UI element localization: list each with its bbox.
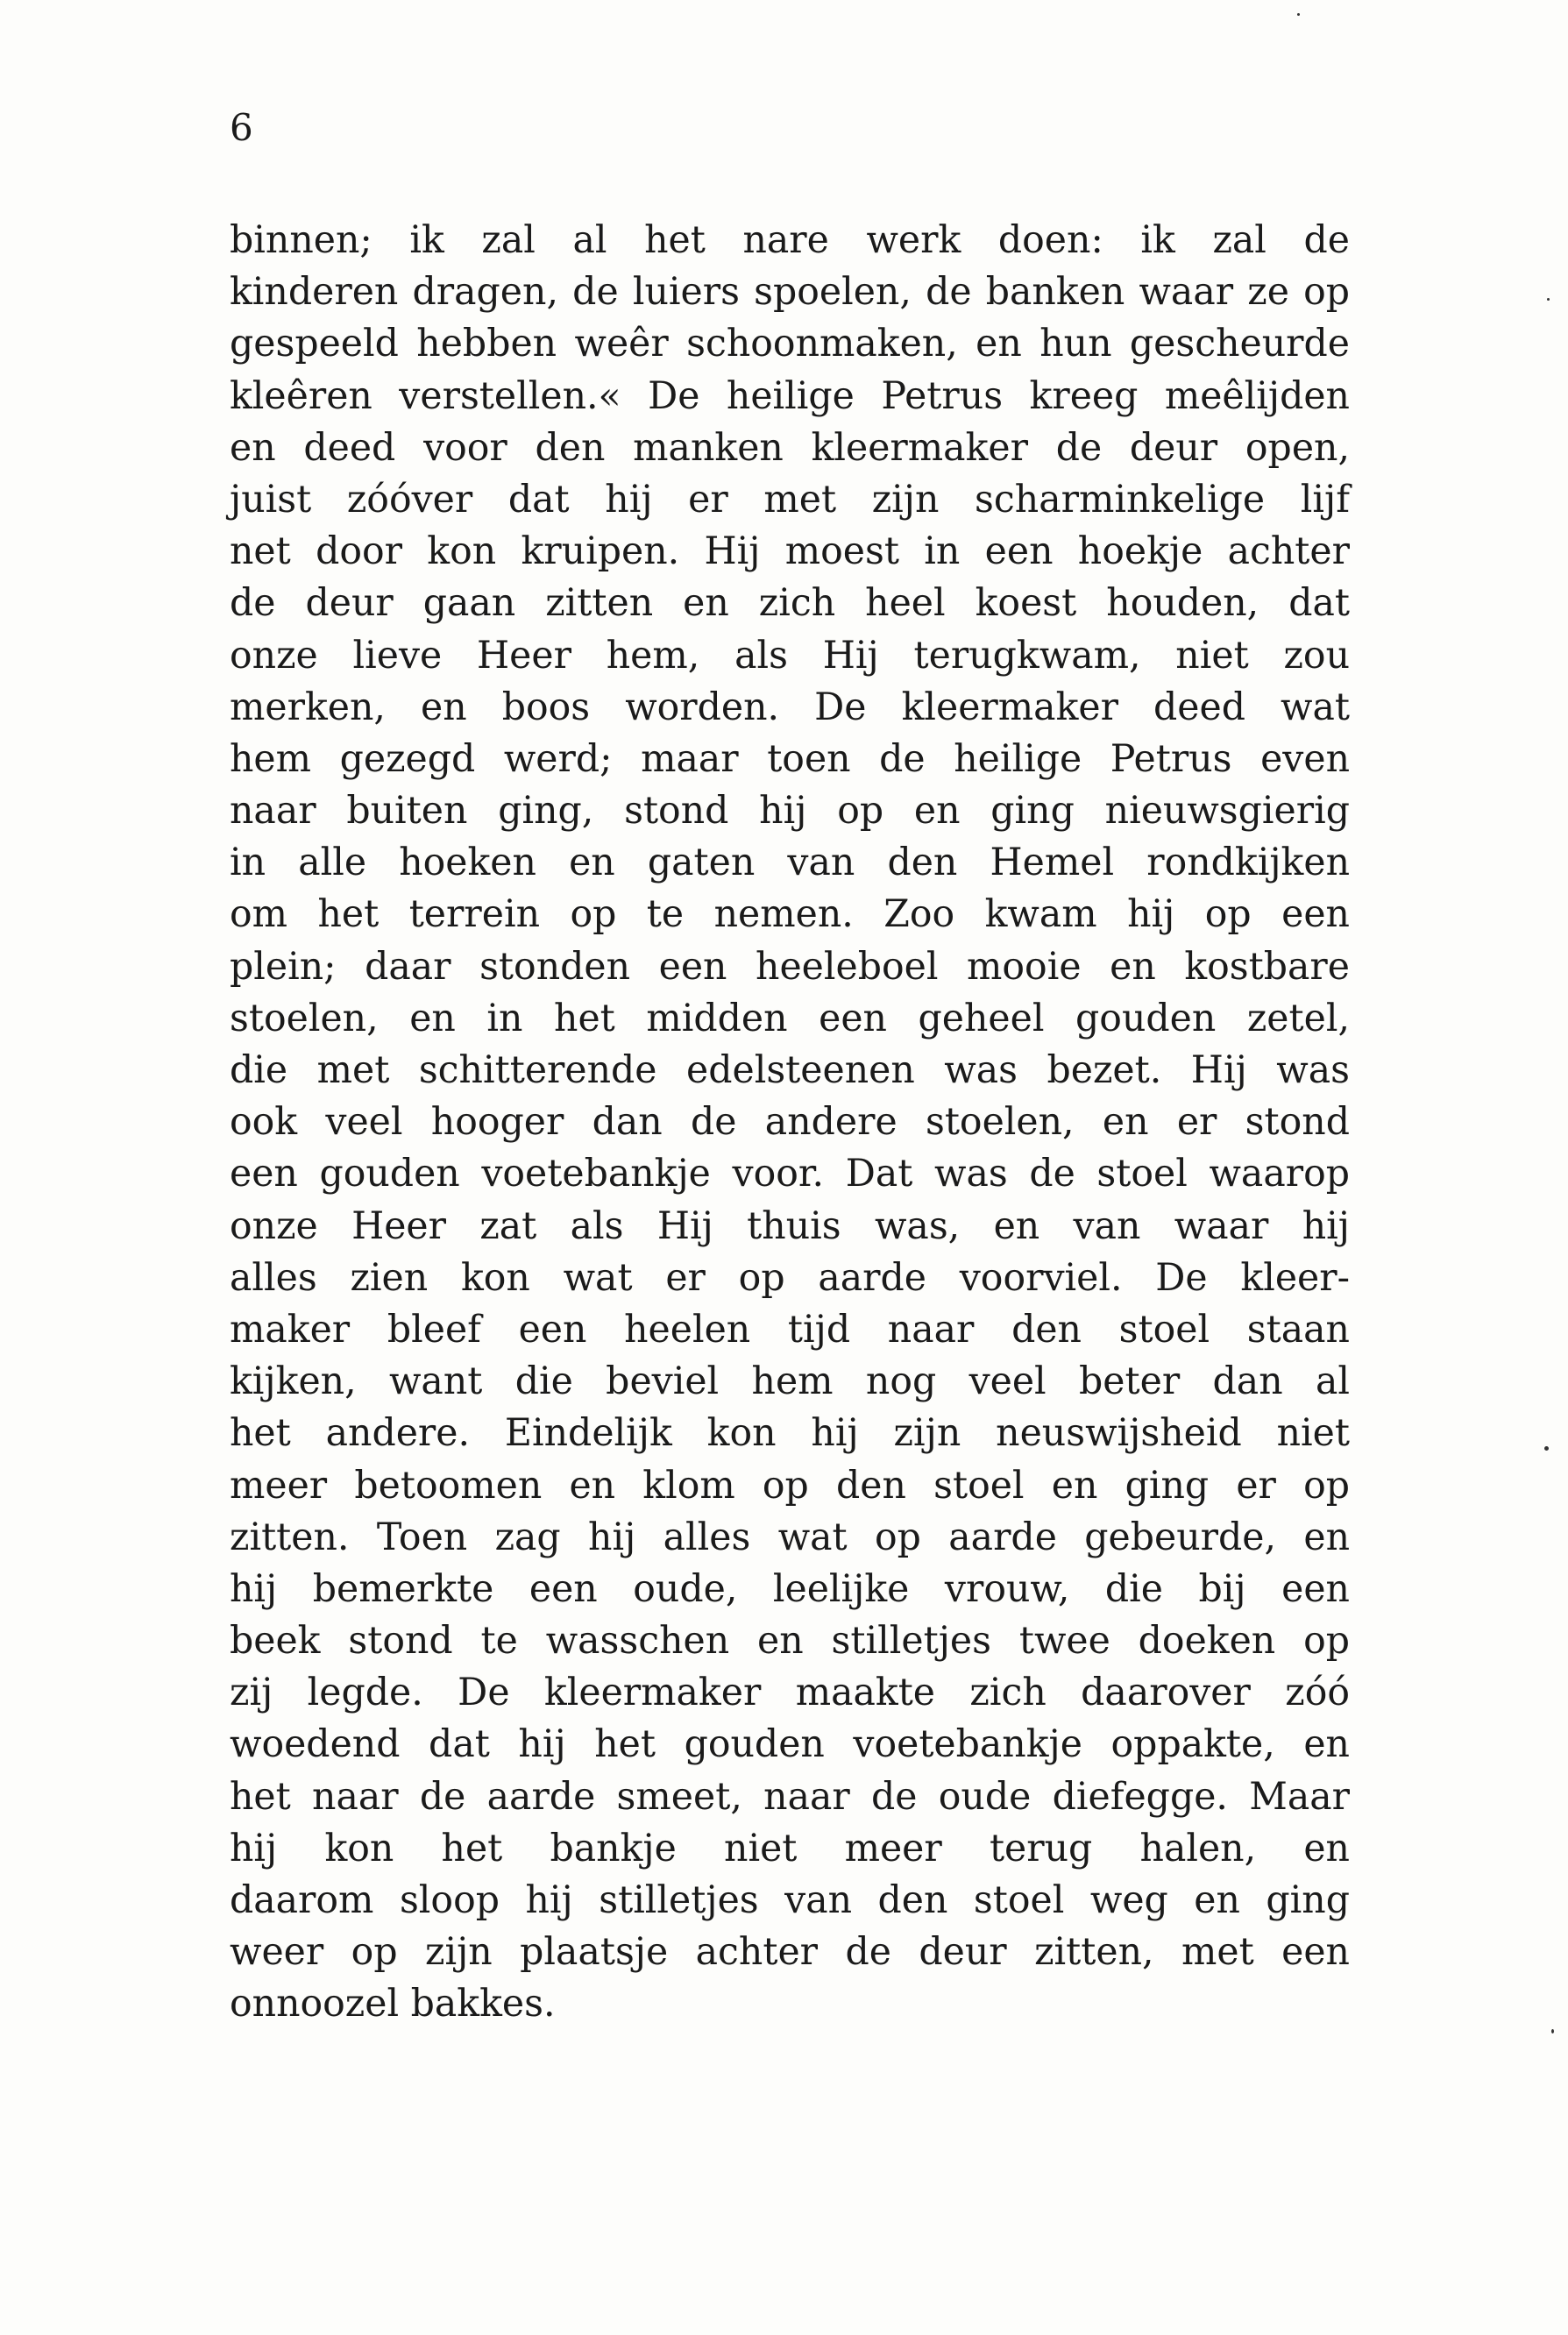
text-line: naar buiten ging, stond hij op en ging nieuwsgierig	[230, 789, 1350, 834]
text-line: kinderen dragen, de luiers spoelen, de banken waar ze op	[230, 270, 1350, 315]
page-number: 6	[230, 106, 253, 149]
text-line: het naar de aarde smeet, naar de oude diefegge. Maar	[230, 1774, 1350, 1819]
text-line: weer op zijn plaatsje achter de deur zitten, met een	[230, 1930, 1350, 1975]
text-line: binnen; ik zal al het nare werk doen: ik zal de	[230, 218, 1350, 262]
text-line: onze lieve Heer hem, als Hij terugkwam, niet zou	[230, 633, 1350, 678]
text-line: merken, en boos worden. De kleermaker deed wat	[230, 685, 1350, 729]
text-line: maker bleef een heelen tijd naar den stoel staan	[230, 1307, 1350, 1352]
text-line: gespeeld hebben weêr schoonmaken, en hun gescheurde	[230, 322, 1350, 366]
text-line: om het terrein op te nemen. Zoo kwam hij op een	[230, 892, 1350, 937]
text-line: zitten. Toen zag hij alles wat op aarde gebeurde, en	[230, 1515, 1350, 1559]
text-line: plein; daar stonden een heeleboel mooie en kostbare	[230, 944, 1350, 989]
text-line: daarom sloop hij stilletjes van den stoel weg en ging	[230, 1878, 1350, 1922]
text-line: hem gezegd werd; maar toen de heilige Petrus even	[230, 736, 1350, 781]
text-line: in alle hoeken en gaten van den Hemel rondkijken	[230, 841, 1350, 885]
text-line: zij legde. De kleermaker maakte zich daarover zóó	[230, 1671, 1350, 1715]
text-line: hij kon het bankje niet meer terug halen, en	[230, 1826, 1350, 1870]
text-line: net door kon kruipen. Hij moest in een hoekje achter	[230, 529, 1350, 574]
text-line: onze Heer zat als Hij thuis was, en van waar hij	[230, 1203, 1350, 1248]
text-line: juist zóóver dat hij er met zijn scharminkelige lijf	[230, 477, 1350, 522]
text-line: woedend dat hij het gouden voetebankje oppakte, en	[230, 1722, 1350, 1767]
text-line: het andere. Eindelijk kon hij zijn neuswijsheid niet	[230, 1411, 1350, 1456]
text-line: alles zien kon wat er op aarde voorviel. De kleer-	[230, 1255, 1350, 1300]
text-line-last: onnoozel bakkes.	[230, 1982, 556, 2026]
text-line: stoelen, en in het midden een geheel gouden zetel,	[230, 996, 1350, 1040]
text-line: kleêren verstellen.« De heilige Petrus kreeg meêlijden	[230, 373, 1350, 418]
text-line: hij bemerkte een oude, leelijke vrouw, die bij een	[230, 1566, 1350, 1611]
body-text	[230, 215, 1350, 2031]
dust-speck	[1297, 13, 1300, 16]
text-line: de deur gaan zitten en zich heel koest houden, dat	[230, 581, 1350, 626]
dust-speck	[1544, 1446, 1549, 1451]
text-line: die met schitterende edelsteenen was bezet. Hij was	[230, 1048, 1350, 1092]
text-line: en deed voor den manken kleermaker de deur open,	[230, 425, 1350, 470]
text-line: meer betoomen en klom op den stoel en ging er op	[230, 1463, 1350, 1508]
dust-speck	[1551, 2029, 1554, 2033]
text-line: een gouden voetebankje voor. Dat was de stoel waarop	[230, 1152, 1350, 1196]
text-line: beek stond te wasschen en stilletjes twee doeken op	[230, 1619, 1350, 1664]
dust-speck	[1547, 298, 1550, 301]
text-line: kijken, want die beviel hem nog veel beter dan al	[230, 1359, 1350, 1404]
text-line: ook veel hooger dan de andere stoelen, en er stond	[230, 1100, 1350, 1145]
